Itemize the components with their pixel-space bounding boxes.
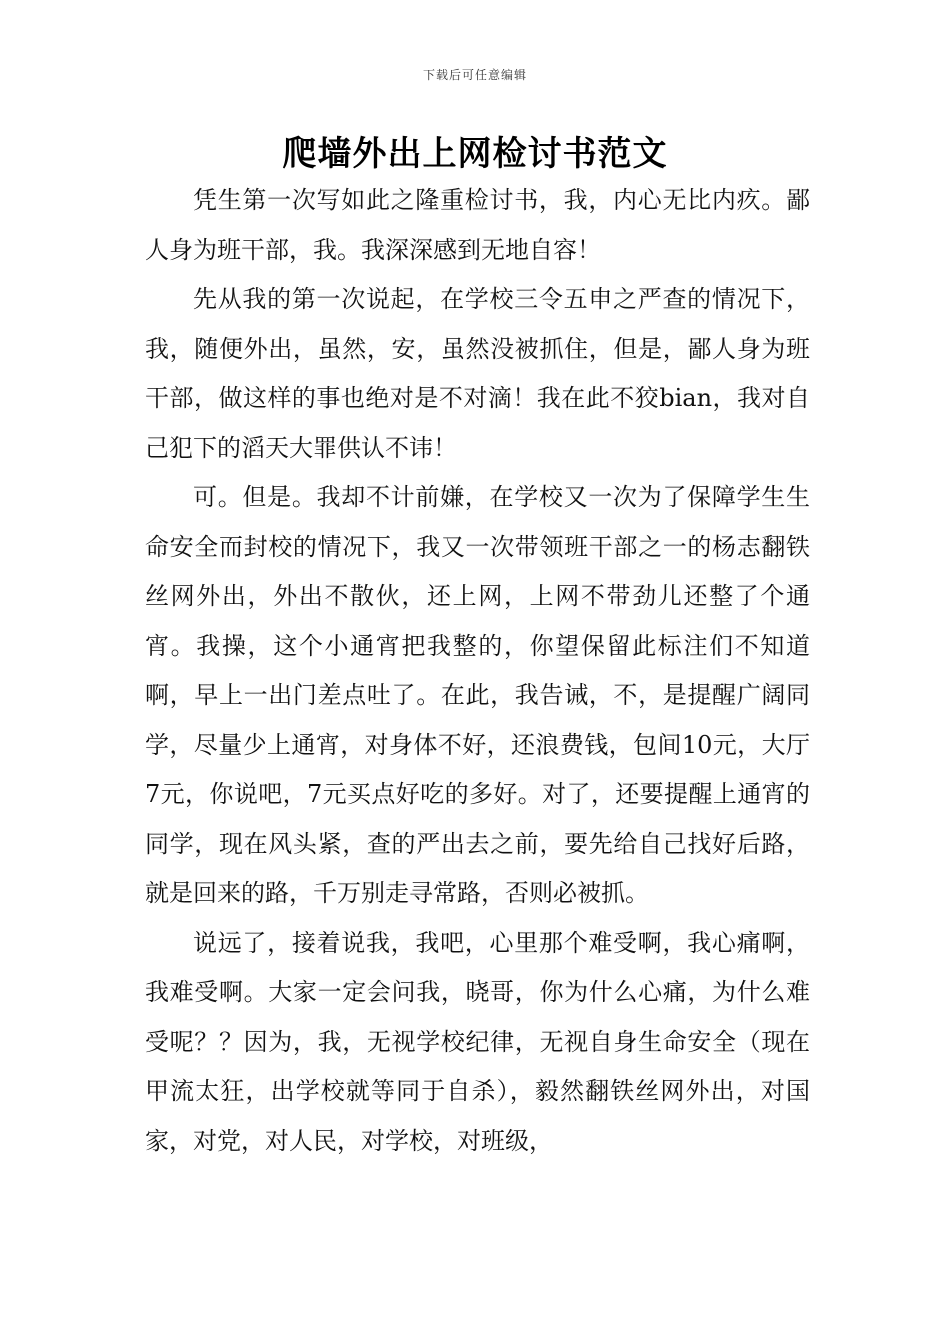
paragraph-2: 先从我的第一次说起，在学校三令五申之严查的情况下，我，随便外出，虽然，安，虽然没被抓住，但是，鄙人身为班干部，做这样的事也绝对是不对滴！我在此不狡bian，我对自己犯下的滔天大罪供认不讳！ — [145, 285, 810, 462]
document-title: 爬墙外出上网检讨书范文 — [282, 134, 668, 174]
document-body — [145, 176, 810, 1166]
header-note: 下载后可任意编辑 — [422, 68, 527, 82]
paragraph-1: 凭生第一次写如此之隆重检讨书，我，内心无比内疚。鄙人身为班干部，我。我深深感到无地自容！ — [145, 186, 810, 264]
paragraph-4: 说远了，接着说我，我吧，心里那个难受啊，我心痛啊，我难受啊。大家一定会问我，晓哥，你为什么心痛，为什么难受呢？？因为，我，无视学校纪律，无视自身生命安全（现在甲流太狂，出学校就等同于自杀），毅然翻铁丝网外出，对国家，对党，对人民，对学校，对班级， — [145, 928, 810, 1155]
paragraph-3: 可。但是。我却不计前嫌，在学校又一次为了保障学生生命安全而封校的情况下，我又一次带领班干部之一的杨志翻铁丝网外出，外出不散伙，还上网，上网不带劲儿还整了个通宵。我操，这个小通宵把我整的，你望保留此标注们不知道啊，早上一出门差点吐了。在此，我告诫，不，是提醒广阔同学，尽量少上通宵，对身体不好，还浪费钱，包间10元，大厅7元，你说吧，7元买点好吃的多好。对了，还要提醒上通宵的同学，现在风头紧，查的严出去之前，要先给自己找好后路，就是回来的路，千万别走寻常路，否则必被抓。 — [145, 483, 810, 907]
